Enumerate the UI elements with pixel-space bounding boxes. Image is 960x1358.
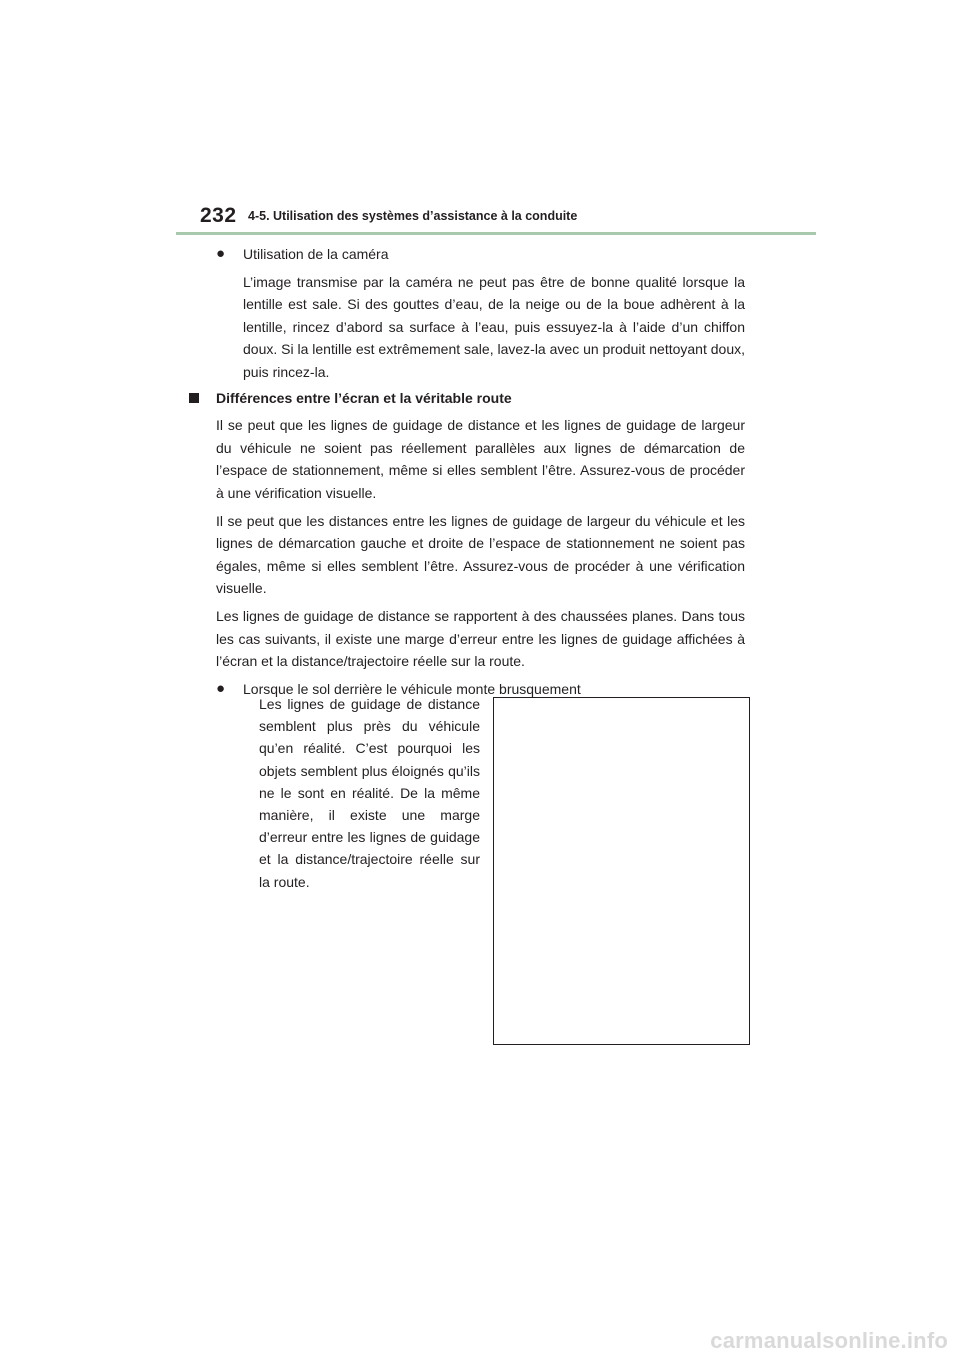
section-title: 4-5. Utilisation des systèmes d’assistance à la conduite <box>248 209 578 223</box>
square-bullet-icon <box>189 393 199 403</box>
bullet-icon: ● <box>216 679 226 697</box>
bullet-icon: ● <box>216 245 226 262</box>
main-content <box>216 243 745 700</box>
differences-paragraph-3: Les lignes de guidage de distance se rapportent à des chaussées planes. Dans tous les cas suivants, il existe une marge d’erreur entre les lignes de guidage affichées à l’écran et la distance/trajectoire réelle sur la route. <box>216 607 745 670</box>
slope-paragraph: Les lignes de guidage de distance semblent plus près du véhicule qu’en réalité. C’est pourquoi les objets semblent plus éloignés qu’ils ne le sont en réalité. De la même manière, il existe une marge d’erreur entre les lignes de guidage et la distance/trajectoire réelle sur la route. <box>259 696 480 890</box>
differences-title: Différences entre l’écran et la véritable route <box>216 389 512 406</box>
header-divider <box>176 232 816 235</box>
watermark: carmanualsonline.info <box>710 1328 948 1353</box>
differences-heading <box>189 387 745 410</box>
slope-title: Lorsque le sol derrière le véhicule monte brusquement <box>243 680 581 697</box>
camera-title: Utilisation de la caméra <box>243 246 389 262</box>
page-number: 232 <box>200 204 237 227</box>
illustration-frame <box>493 697 750 1045</box>
camera-paragraph: L’image transmise par la caméra ne peut pas être de bonne qualité lorsque la lentille est sale. Si des gouttes d’eau, de la neige ou de la boue adhèrent à la lentille, rincez d’abord sa surface à l’eau, puis essuyez-la à l’aide d’un chiffon doux. Si la lentille est extrêmement sale, lavez-la avec un produit nettoyant doux, puis rincez-la. <box>243 273 745 380</box>
differences-paragraph-1: Il se peut que les lignes de guidage de distance et les lignes de guidage de largeur du véhicule ne soient pas réellement parallèles aux lignes de démarcation de l’espace de stationnement, même si elles semblent l’être. Assurez-vous de procéder à une vérification visuelle. <box>216 417 745 501</box>
differences-paragraph-2: Il se peut que les distances entre les lignes de guidage de largeur du véhicule et les lignes de démarcation gauche et droite de l’espace de stationnement ne soient pas égales, même si elles semblent l’être. Assurez-vous de procéder à une vérification visuelle. <box>216 512 745 597</box>
page-header <box>200 204 816 234</box>
camera-bullet-heading <box>216 243 745 266</box>
